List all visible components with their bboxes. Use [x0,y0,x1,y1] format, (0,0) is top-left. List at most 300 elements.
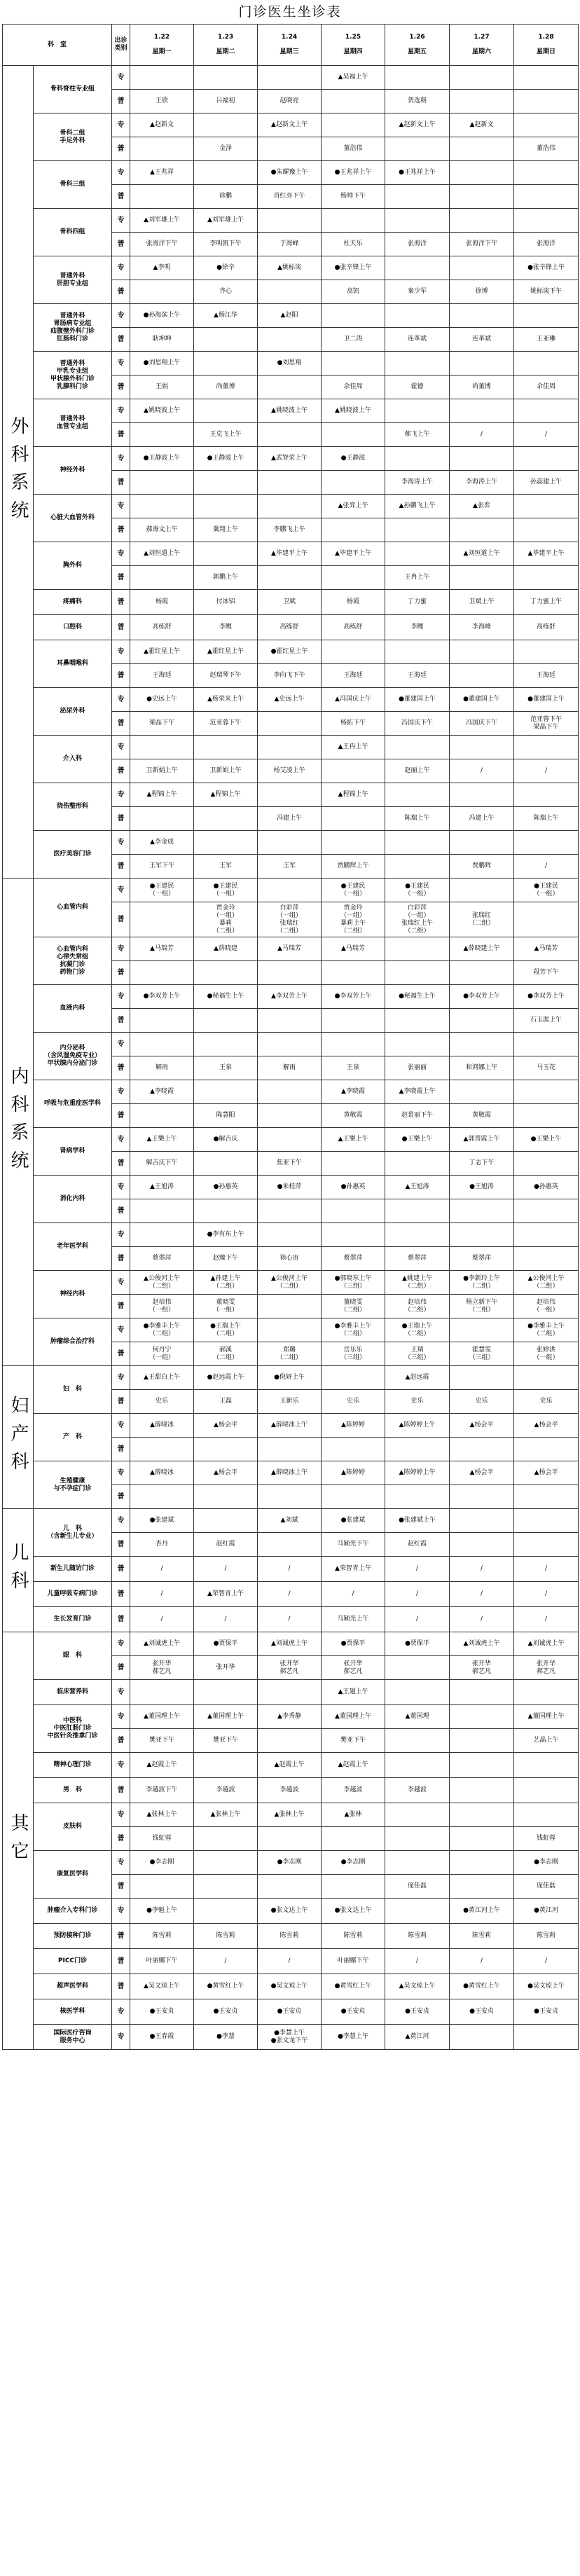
schedule-cell: ●王安贞 [385,1999,450,2025]
schedule-cell: 赵景丽下午 [385,1104,450,1128]
schedule-cell: 贺选朝 [385,90,450,113]
visit-type: 普 [112,1656,130,1680]
schedule-cell: 张开华 郝艺凡 [450,1656,514,1680]
schedule-cell: 郭鹏上午 [194,566,258,590]
table-row [3,1753,579,1778]
schedule-cell [514,90,579,113]
schedule-cell: / [450,759,514,783]
schedule-cell [450,2025,514,2050]
schedule-cell: ●王静波上午 [130,447,194,471]
header-row [3,25,579,66]
dept-name: 核医学科 [34,1999,112,2025]
table-row [3,399,579,423]
schedule-cell [130,807,194,831]
schedule-cell: 李越波 [322,1778,385,1803]
schedule-cell [514,736,579,759]
table-row [3,542,579,566]
table-row [3,447,579,471]
schedule-cell: 樊亚下午 [130,1729,194,1753]
table-row [3,783,579,807]
schedule-cell [322,1199,385,1223]
schedule-cell: ▲薛晓冰 [130,1461,194,1485]
schedule-cell: 陈雪莉 [322,1924,385,1949]
schedule-cell: 白彩萍 （一组） 张瑞红上午 （二组） [385,902,450,937]
schedule-cell: ▲史远上午 [258,688,322,712]
schedule-cell [322,90,385,113]
schedule-cell: 陈瑞上午 [514,807,579,831]
schedule-cell [450,736,514,759]
schedule-cell: 丁力蜜上午 [514,590,579,615]
schedule-cell [450,209,514,233]
schedule-cell: ▲吴文琼上午 [385,1974,450,1999]
schedule-cell [450,831,514,855]
schedule-cell: 王冉上午 [385,566,450,590]
schedule-cell: 齐心 [194,280,258,304]
schedule-cell: 徐鹏 [194,185,258,209]
schedule-cell [514,1680,579,1705]
schedule-cell: 金泽 [194,137,258,161]
schedule-cell: ▲王翅上午 [322,1680,385,1705]
visit-type: 普 [112,1485,130,1509]
day-header: 1.27 星期六 [450,25,514,66]
schedule-cell [450,1485,514,1509]
schedule-cell [385,518,450,542]
schedule-cell [130,736,194,759]
visit-type: 普 [112,759,130,783]
dept-name: 普通外科 血管专业组 [34,399,112,447]
schedule-cell: 范亚蓉下午 梁晶下午 [514,712,579,736]
schedule-cell: 张开华 [194,1656,258,1680]
schedule-cell: 陈瑞上午 [385,807,450,831]
schedule-cell [258,1680,322,1705]
visit-type: 普 [112,615,130,640]
schedule-cell [514,399,579,423]
schedule-cell: 叶丽娜下午 [130,1949,194,1974]
schedule-cell: 卫二涛 [322,328,385,352]
schedule-cell [322,1827,385,1851]
schedule-cell [385,1803,450,1827]
schedule-cell: 李鲤 [385,615,450,640]
schedule-cell: ●王建民 （一组） [322,879,385,902]
schedule-cell [258,1318,322,1342]
schedule-cell: 段芳下午 [514,961,579,985]
schedule-cell [194,66,258,90]
visit-type: 普 [112,1607,130,1632]
schedule-cell: ●徐辛 [194,256,258,280]
schedule-cell: ●王建民 （一组） [130,879,194,902]
visit-type: 专 [112,1461,130,1485]
schedule-cell: 董晓雯 （一组） [194,1295,258,1318]
schedule-cell: ▲刘军雄上午 [130,209,194,233]
schedule-cell: ●王樂上午 [514,1128,579,1152]
schedule-cell: ▲姚建上午 （二组） [385,1271,450,1295]
visit-type: 普 [112,1342,130,1366]
schedule-cell: ●秘福生上午 [194,985,258,1009]
schedule-cell [385,352,450,376]
schedule-cell [450,1753,514,1778]
schedule-cell: ▲刘恒道上午 [450,542,514,566]
schedule-cell [322,471,385,495]
schedule-cell: 杨拓下午 [322,712,385,736]
group-label: 妇产科 [3,1366,34,1509]
schedule-cell: 冀翔上午 [194,518,258,542]
schedule-cell: ●李双芳上午 [514,985,579,1009]
schedule-cell [322,961,385,985]
table-row [3,937,579,961]
dept-name: 内分泌科 （含风湿免疫专业） 甲状腺内分泌门诊 [34,1033,112,1080]
schedule-cell: ●李志刚 [322,1851,385,1875]
dept-name: 产 科 [34,1414,112,1461]
schedule-cell [450,518,514,542]
schedule-cell [514,66,579,90]
schedule-cell [450,1729,514,1753]
schedule-cell [385,831,450,855]
schedule-cell: ▲陈婷婷 [322,1414,385,1438]
schedule-cell: 李明凯下午 [194,233,258,256]
schedule-cell: ▲陈婷婷 [322,1461,385,1485]
schedule-cell [194,328,258,352]
schedule-cell [322,807,385,831]
schedule-cell [258,376,322,399]
dept-name: 骨科脊柱专业组 [34,66,112,113]
visit-type: 专 [112,1033,130,1056]
dept-name: 皮肤科 [34,1803,112,1851]
schedule-cell: 张丽丽 [385,1056,450,1080]
visit-type: 普 [112,590,130,615]
schedule-cell: ●王安贞 [450,1999,514,2025]
table-row [3,2025,579,2050]
schedule-cell: ▲刘诚虎上午 [450,1632,514,1656]
schedule-cell: ●黄江河 [514,1899,579,1924]
schedule-cell [322,518,385,542]
visit-type: 普 [112,1199,130,1223]
schedule-cell: 赵培伟 （一组） [514,1295,579,1318]
day-header: 1.26 星期五 [385,25,450,66]
schedule-cell: ▲薛晓冰上午 [258,1414,322,1438]
schedule-cell [385,399,450,423]
schedule-cell: ●孙惠英 [514,1176,579,1199]
schedule-cell: 陈雪莉 [130,1924,194,1949]
dept-name: 眼 科 [34,1632,112,1680]
schedule-cell: / [450,423,514,447]
schedule-cell: ●王旭涛 [450,1176,514,1199]
visit-type: 普 [112,1582,130,1607]
dept-header: 科 室 [3,25,112,66]
visit-type: 专 [112,447,130,471]
schedule-cell: ▲刘诚虎上午 [258,1632,322,1656]
schedule-cell: ●朱桂萍 [258,1176,322,1199]
day-header: 1.22 星期一 [130,25,194,66]
schedule-cell: 王泉 [322,1056,385,1080]
schedule-cell: 岳乐乐 （三组） [322,1342,385,1366]
schedule-cell: 秦少军 [385,280,450,304]
schedule-cell [258,1009,322,1033]
schedule-cell: 黄敬霞 [450,1104,514,1128]
schedule-cell: 李鹏飞上午 [258,518,322,542]
visit-type: 专 [112,1509,130,1533]
schedule-cell: ▲张林上午 [194,1803,258,1827]
day-header: 1.28 星期日 [514,25,579,66]
schedule-cell: ●李新玲上午 （二组） [450,1271,514,1295]
schedule-cell: ▲公俊河上午 （二组） [514,1271,579,1295]
schedule-cell: 贾金玲 （一组） 暴莉 （二组） [194,902,258,937]
schedule-cell [130,902,194,937]
schedule-cell: ▲杨荣来上午 [194,688,258,712]
schedule-cell: ●张建斌 [322,1509,385,1533]
schedule-cell: ●王建民 （一组） [194,879,258,902]
schedule-cell: ▲薛晓建 [194,937,258,961]
schedule-cell: 霍慧雯 （三组） [450,1342,514,1366]
schedule-cell: ▲李金成 [130,831,194,855]
schedule-cell [385,1656,450,1680]
schedule-cell [322,1223,385,1247]
schedule-cell [322,113,385,137]
schedule-cell: 王娟 [130,376,194,399]
schedule-cell [194,831,258,855]
schedule-cell [194,471,258,495]
schedule-cell [322,1366,385,1390]
schedule-cell [514,209,579,233]
table-row [3,1223,579,1247]
schedule-cell [322,566,385,590]
schedule-cell: 董晓雯 （二组） [322,1295,385,1318]
schedule-cell: ▲杨会平 [514,1461,579,1485]
schedule-cell: ▲李双芳上午 [258,985,322,1009]
schedule-cell: ●贾保平 [385,1632,450,1656]
visit-type: 专 [112,161,130,185]
visit-type: 专 [112,495,130,518]
table-row [3,1557,579,1582]
schedule-cell: 张开华 郝艺凡 [322,1656,385,1680]
schedule-cell: ▲荣智青上午 [322,1557,385,1582]
schedule-cell [194,113,258,137]
schedule-cell [258,423,322,447]
schedule-cell: 高练舒 [130,615,194,640]
schedule-cell: 冯建上午 [450,807,514,831]
schedule-cell [514,495,579,518]
schedule-cell: 高练舒 [258,615,322,640]
dept-name: 男 科 [34,1778,112,1803]
schedule-cell: ▲董国理上午 [514,1705,579,1729]
schedule-cell [322,1152,385,1176]
table-row [3,1949,579,1974]
schedule-cell: 王海廷 [130,664,194,688]
schedule-cell: 蔡翠萍 [450,1247,514,1271]
schedule-cell [258,879,322,902]
schedule-cell: 张开华 郝艺凡 [514,1656,579,1680]
schedule-cell: ▲武智荣上午 [258,447,322,471]
schedule-cell: / [514,1557,579,1582]
schedule-cell: 连革斌 [385,328,450,352]
schedule-cell: 卫新娟上午 [130,759,194,783]
dept-name: 肿瘤综合治疗科 [34,1318,112,1366]
schedule-cell: ●史远上午 [130,688,194,712]
schedule-cell: 钱虹蓉 [514,1827,579,1851]
table-row [3,1705,579,1729]
schedule-cell [514,1803,579,1827]
schedule-cell: ▲张林上午 [258,1803,322,1827]
schedule-cell [194,1438,258,1461]
schedule-cell: 赵红霞 [385,1533,450,1557]
schedule-cell [450,961,514,985]
schedule-cell [258,1295,322,1318]
schedule-cell [258,1485,322,1509]
schedule-cell [385,542,450,566]
schedule-cell: 冯国庆下午 [450,712,514,736]
dept-name: 临床营养科 [34,1680,112,1705]
schedule-cell: 陈慧阳 [194,1104,258,1128]
schedule-cell: / [385,1557,450,1582]
schedule-cell: ▲姚晓波上午 [258,399,322,423]
dept-name: 国际医疗咨询 服务中心 [34,2025,112,2050]
schedule-cell [385,736,450,759]
schedule-cell [258,961,322,985]
table-row [3,1582,579,1607]
schedule-cell [514,447,579,471]
schedule-cell: ▲冯国庆上午 [322,688,385,712]
schedule-cell [194,1152,258,1176]
schedule-cell [258,1729,322,1753]
table-row [3,640,579,664]
visit-type: 普 [112,1152,130,1176]
schedule-cell [514,1778,579,1803]
schedule-cell [385,1009,450,1033]
visit-type: 普 [112,137,130,161]
schedule-cell [450,161,514,185]
dept-name: 儿童呼吸专病门诊 [34,1582,112,1607]
schedule-cell: ▲董国理 [385,1705,450,1729]
schedule-cell: 孙蕊建上午 [514,471,579,495]
schedule-cell: ●李双芳上午 [322,985,385,1009]
visit-type: 普 [112,1924,130,1949]
schedule-cell: 吕福初 [194,90,258,113]
visit-type: 专 [112,113,130,137]
schedule-cell [450,185,514,209]
schedule-cell: 高凯 [322,280,385,304]
schedule-cell: ●董建国上午 [450,688,514,712]
schedule-cell [258,1827,322,1851]
schedule-cell: 王海廷 [322,664,385,688]
table-row [3,1033,579,1056]
schedule-cell: ▲王旭涛 [385,1176,450,1199]
schedule-cell [194,1009,258,1033]
schedule-cell [258,1128,322,1152]
schedule-cell: ●霍红星上午 [258,640,322,664]
schedule-cell: 解雨 [130,1056,194,1080]
schedule-cell [322,1033,385,1056]
dept-name: 口腔科 [34,615,112,640]
schedule-cell: ●王瑞上午 （二组） [194,1318,258,1342]
schedule-cell: ●贾保平 [322,1632,385,1656]
schedule-cell [450,783,514,807]
schedule-cell: 蔡翠萍 [130,1247,194,1271]
dept-name: 神经内科 [34,1271,112,1318]
schedule-cell [514,185,579,209]
schedule-cell [514,1438,579,1461]
schedule-cell: / [385,1949,450,1974]
schedule-cell [450,1438,514,1461]
schedule-cell: ●李慧上午 [322,2025,385,2050]
schedule-cell: 冯建上午 [258,807,322,831]
schedule-cell [385,304,450,328]
table-row [3,304,579,328]
table-row [3,1461,579,1485]
schedule-cell: ▲公俊河上午 （二组） [258,1271,322,1295]
schedule-cell [450,566,514,590]
schedule-cell: ▲赵霞上午 [130,1753,194,1778]
schedule-cell [450,1509,514,1533]
schedule-cell: ●李双芳上午 [130,985,194,1009]
schedule-cell: 李海峰 [450,615,514,640]
schedule-cell: ▲赵新文 [130,113,194,137]
dept-name: 骨科三组 [34,161,112,209]
schedule-cell: ●王静波 [322,447,385,471]
schedule-cell [450,304,514,328]
group-label: 外科系统 [3,66,34,879]
schedule-cell [450,256,514,280]
schedule-cell [130,1875,194,1899]
schedule-cell: 赵培伟 （二组） [385,1295,450,1318]
schedule-cell [130,185,194,209]
schedule-cell: ▲赵阳 [258,304,322,328]
schedule-cell [514,304,579,328]
schedule-cell [194,352,258,376]
schedule-cell: ●赵远霞上午 [194,1366,258,1390]
dept-name: 康复医学科 [34,1851,112,1899]
schedule-body [3,66,579,2050]
schedule-cell [514,1223,579,1247]
table-row [3,1924,579,1949]
schedule-cell: ●解吉庆 [194,1128,258,1152]
schedule-cell: ▲张林上午 [130,1803,194,1827]
schedule-cell: 杨霞 [130,590,194,615]
schedule-cell: ▲程锦上午 [130,783,194,807]
schedule-cell: ▲马瑞芳 [322,937,385,961]
visit-type: 专 [112,2025,130,2050]
table-row [3,1607,579,1632]
schedule-cell [514,1485,579,1509]
schedule-cell: ●王建民 （一组） [514,879,579,902]
schedule-cell: 石玉涯上午 [514,1009,579,1033]
schedule-cell [194,1753,258,1778]
schedule-cell: 连革斌 [450,328,514,352]
schedule-cell: ●郭晓东上午 （三组） [322,1271,385,1295]
schedule-cell: ▲刘诚虎上午 [514,1632,579,1656]
table-row [3,495,579,518]
schedule-cell: 赵臻下午 [194,1247,258,1271]
schedule-cell: 黄敬霞 [322,1104,385,1128]
schedule-cell: ●李魁上午 [130,1899,194,1924]
schedule-cell: ▲姚标谈 [258,256,322,280]
schedule-cell [194,807,258,831]
schedule-cell [385,137,450,161]
schedule-cell [258,495,322,518]
schedule-cell: ●黄雪红上午 [322,1974,385,1999]
schedule-cell [450,1875,514,1899]
dept-name: 老年医学科 [34,1223,112,1271]
schedule-cell [130,1223,194,1247]
schedule-cell: 杨霞 [322,590,385,615]
visit-type: 普 [112,961,130,985]
schedule-cell: 蔡翠萍 [385,1247,450,1271]
schedule-cell: ▲吴文琼上午 [130,1974,194,1999]
visit-type: 专 [112,1753,130,1778]
schedule-cell: ●张建斌 [130,1509,194,1533]
schedule-cell [258,783,322,807]
schedule-cell [194,961,258,985]
schedule-cell: 史乐 [514,1390,579,1414]
schedule-cell: 卫斌上午 [450,590,514,615]
